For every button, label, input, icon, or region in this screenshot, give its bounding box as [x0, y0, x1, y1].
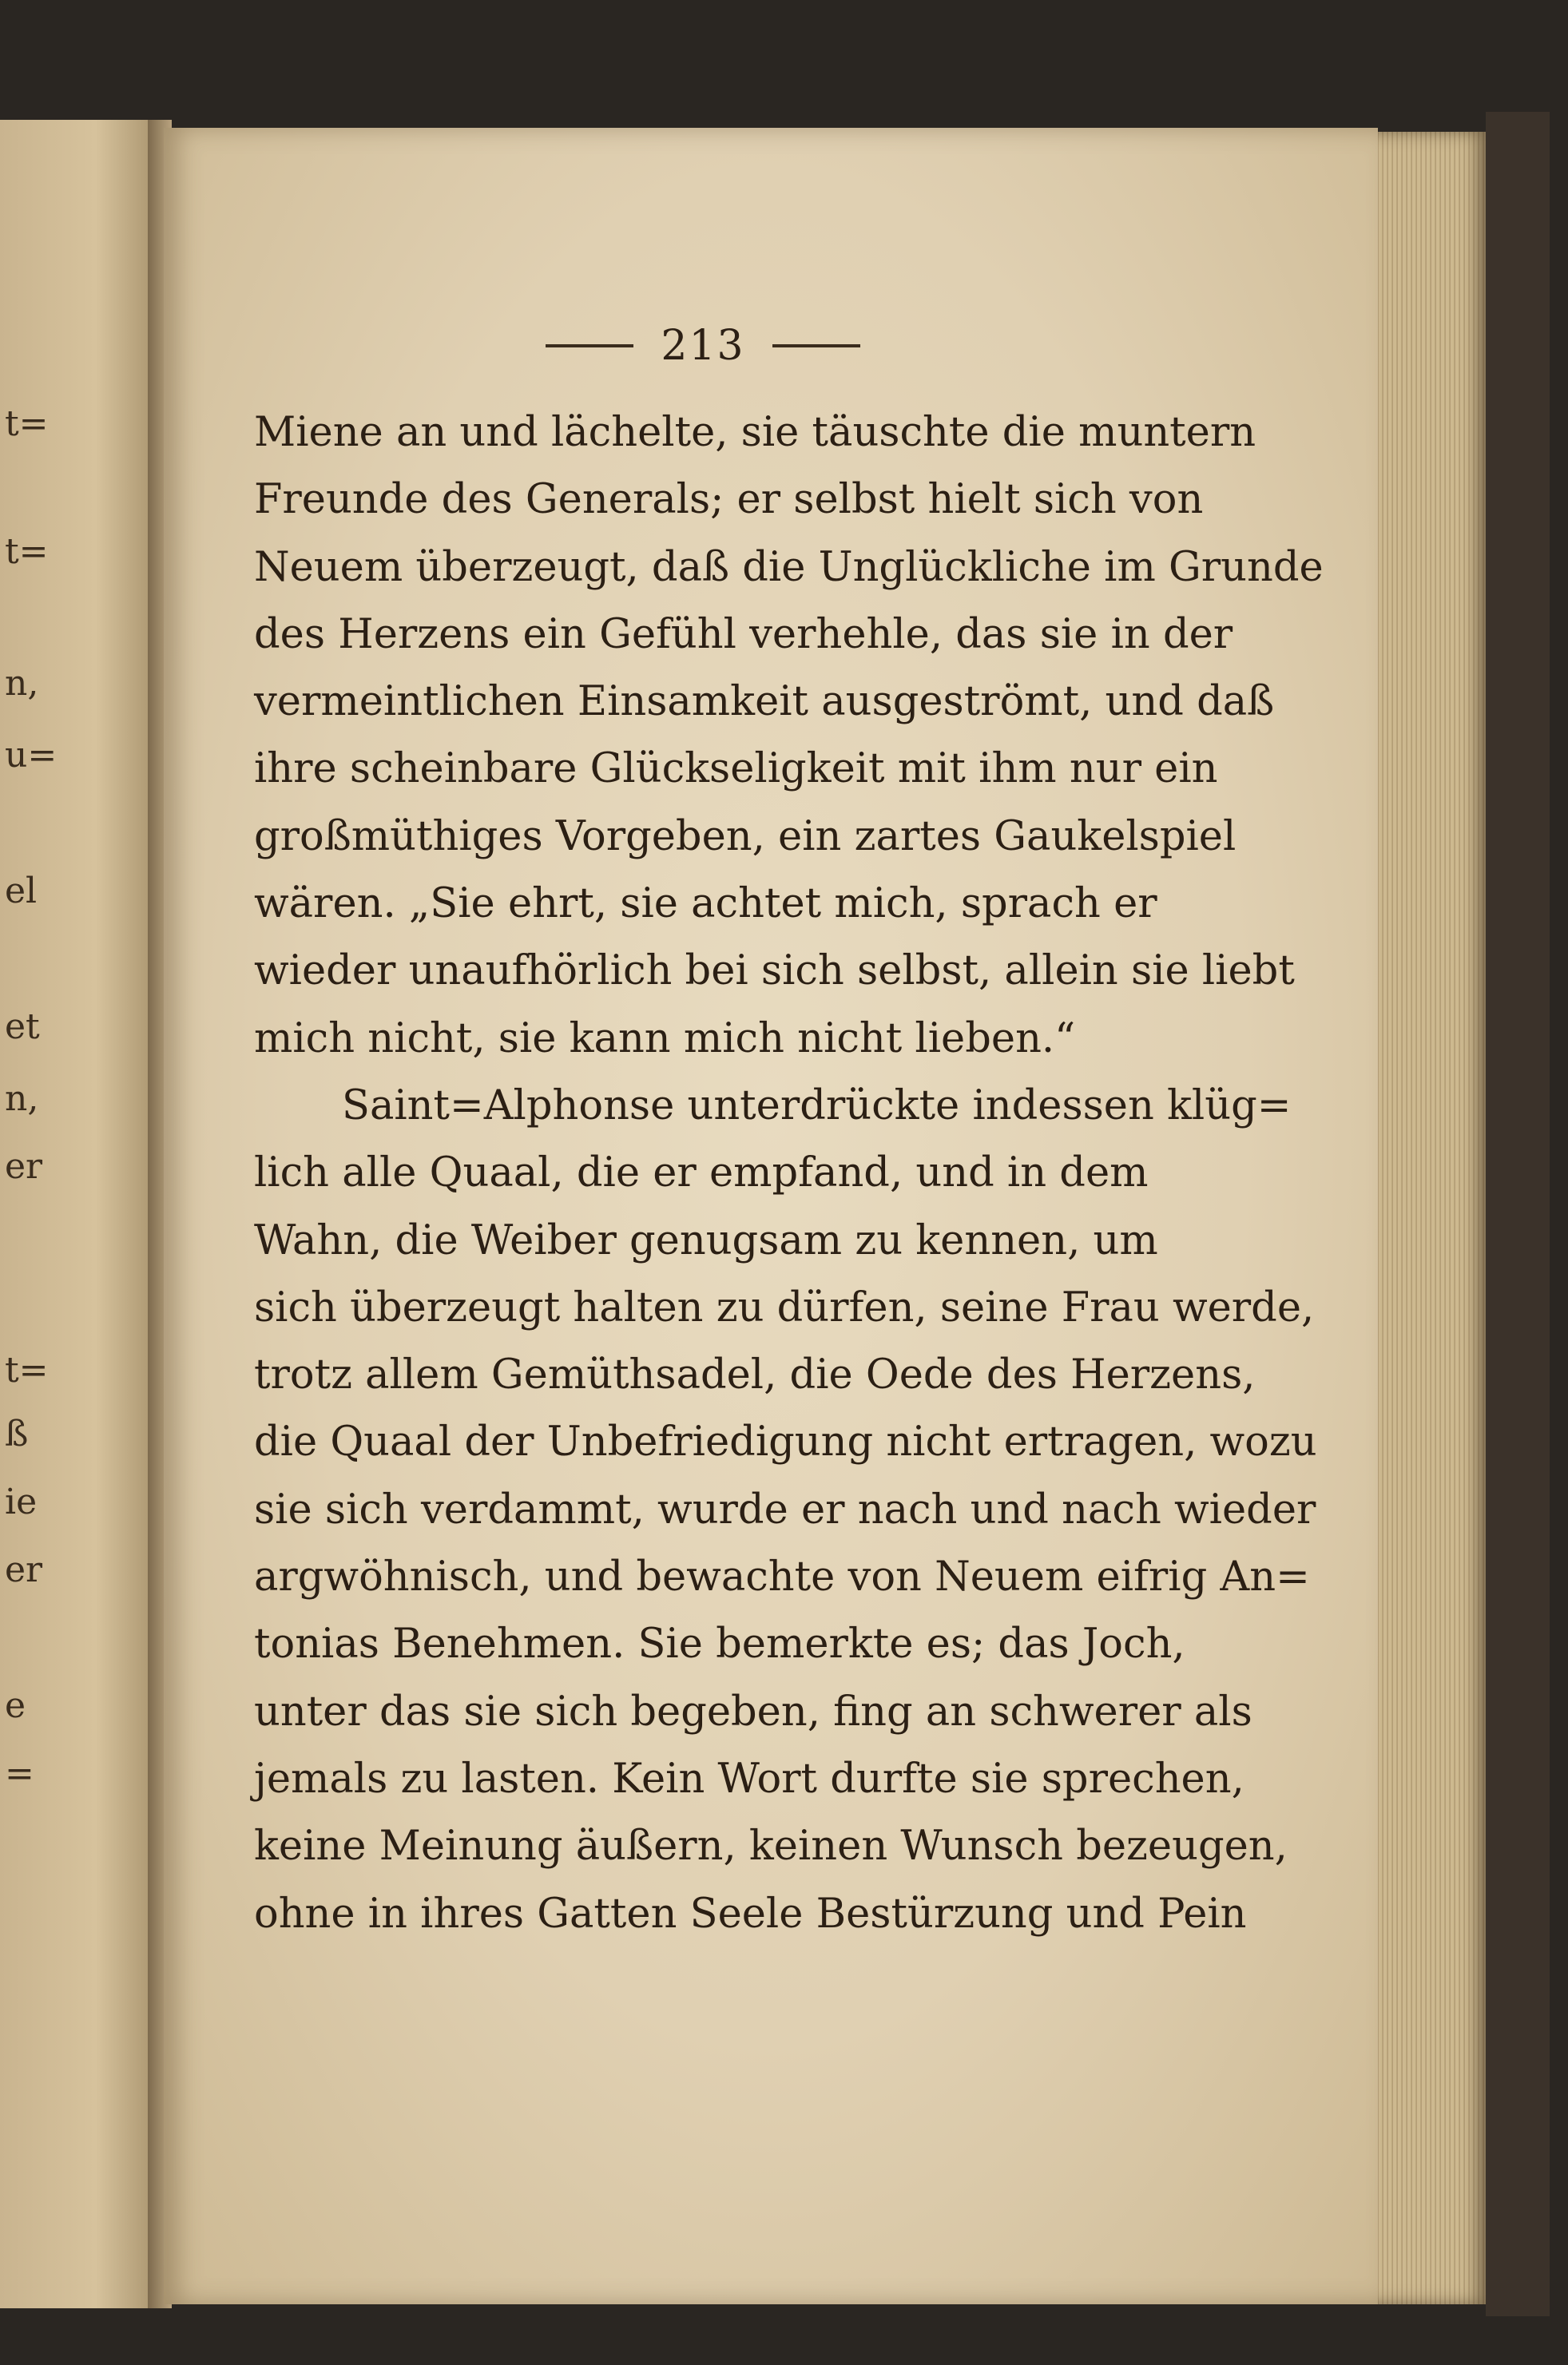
text-line: sie sich verdammt, wurde er nach und nach wieder — [254, 1486, 1316, 1534]
header-dash-right — [772, 344, 860, 347]
text-line: keine Meinung äußern, keinen Wunsch bezeugen, — [254, 1823, 1288, 1871]
text-line: wieder unaufhörlich bei sich selbst, allein sie liebt — [254, 947, 1295, 995]
text-line: die Quaal der Unbefriedigung nicht ertragen, wozu — [254, 1419, 1317, 1466]
left-page-fragment: et — [5, 1006, 40, 1047]
text-line: sich überzeugt halten zu dürfen, seine Frau werde, — [254, 1284, 1315, 1331]
text-line: ihre scheinbare Glückseligkeit mit ihm nur ein — [254, 745, 1218, 793]
left-page-fragment: el — [5, 871, 38, 911]
text-line: vermeintlichen Einsamkeit ausgeströmt, und daß — [254, 678, 1275, 726]
text-line: großmüthiges Vorgeben, ein zartes Gaukelspiel — [254, 812, 1237, 860]
text-line: argwöhnisch, und bewachte von Neuem eifrig An= — [254, 1554, 1310, 1601]
text-line: Freunde des Generals; er selbst hielt sich von — [254, 476, 1204, 524]
text-line: lich alle Quaal, die er empfand, und in dem — [254, 1149, 1149, 1197]
page-edges — [1370, 132, 1486, 2304]
page-number: 213 — [661, 322, 745, 370]
text-line: des Herzens ein Gefühl verhehle, das sie in der — [254, 610, 1233, 658]
left-page-fragment: t= — [5, 403, 49, 444]
text-line: Saint=Alphonse unterdrückte indessen klüg= — [342, 1081, 1292, 1129]
left-page-fragment: er — [5, 1550, 43, 1590]
left-page-fragment: er — [5, 1146, 43, 1187]
text-line: Wahn, die Weiber genugsam zu kennen, um — [254, 1216, 1158, 1264]
left-page-fragment: ie — [5, 1482, 38, 1522]
left-page-fragment: ß — [5, 1414, 29, 1454]
left-page-fragment: t= — [5, 531, 49, 572]
text-line: ohne in ihres Gatten Seele Bestürzung und Pein — [254, 1890, 1247, 1938]
book-cover-edge — [1486, 112, 1550, 2316]
text-line: Miene an und lächelte, sie täuschte die muntern — [254, 409, 1256, 456]
body-text — [254, 399, 1324, 1948]
left-page-fragment: u= — [5, 735, 58, 776]
text-line: tonias Benehmen. Sie bemerkte es; das Joch, — [254, 1621, 1185, 1669]
text-line: jemals zu lasten. Kein Wort durfte sie sprechen, — [254, 1755, 1244, 1803]
left-page-fragment: = — [5, 1753, 34, 1794]
page-header — [479, 318, 927, 374]
left-page-fragment: n, — [5, 663, 39, 704]
text-line: trotz allem Gemüthsadel, die Oede des Herzens, — [254, 1351, 1256, 1399]
text-line: unter das sie sich begeben, fing an schwerer als — [254, 1688, 1252, 1736]
left-page-edge — [0, 120, 160, 2308]
text-line: Neuem überzeugt, daß die Unglückliche im Grunde — [254, 543, 1324, 591]
left-page-fragment: n, — [5, 1078, 39, 1119]
left-page-fragment: t= — [5, 1350, 49, 1391]
header-dash-left — [546, 344, 633, 347]
text-line: mich nicht, sie kann mich nicht lieben.“ — [254, 1014, 1076, 1062]
left-page-fragment: e — [5, 1685, 26, 1726]
text-line: wären. „Sie ehrt, sie achtet mich, sprach er — [254, 880, 1157, 928]
